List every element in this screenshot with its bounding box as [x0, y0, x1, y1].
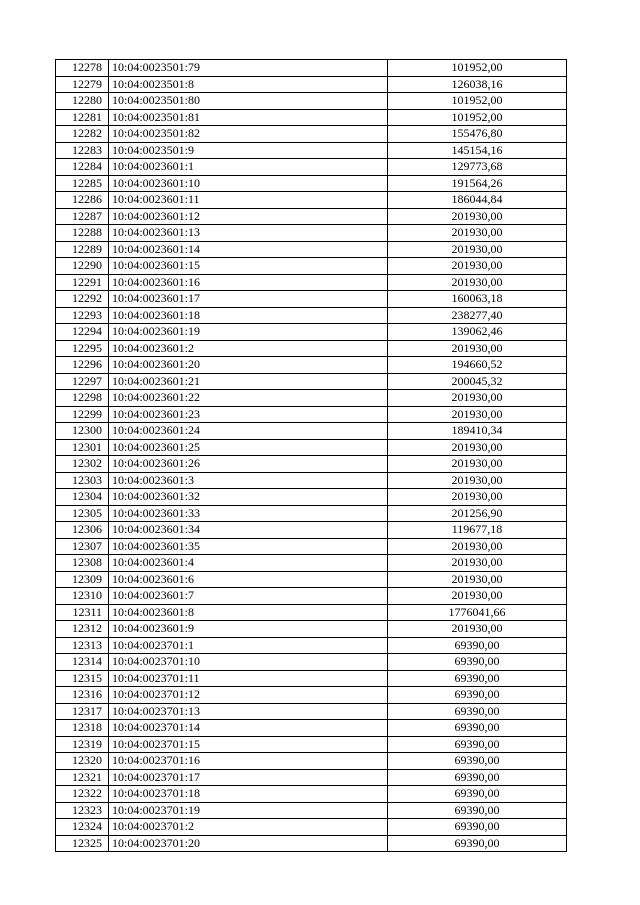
table-row — [56, 670, 567, 687]
table-row — [56, 637, 567, 654]
row-number-cell: 12316 — [56, 687, 109, 704]
table-row — [56, 142, 567, 159]
value-cell: 201930,00 — [388, 439, 567, 456]
table-row — [56, 291, 567, 308]
row-number-cell: 12284 — [56, 159, 109, 176]
value-cell: 101952,00 — [388, 93, 567, 110]
row-number-cell: 12306 — [56, 522, 109, 539]
table-row — [56, 423, 567, 440]
row-number-cell: 12299 — [56, 406, 109, 423]
value-cell: 139062,46 — [388, 324, 567, 341]
table-row — [56, 571, 567, 588]
table-row — [56, 753, 567, 770]
value-cell: 69390,00 — [388, 703, 567, 720]
value-cell: 201930,00 — [388, 621, 567, 638]
value-cell: 101952,00 — [388, 60, 567, 77]
row-number-cell: 12321 — [56, 769, 109, 786]
row-number-cell: 12315 — [56, 670, 109, 687]
cadastral-number-cell: 10:04:0023501:9 — [109, 142, 388, 159]
table-row — [56, 621, 567, 638]
cadastral-number-cell: 10:04:0023601:17 — [109, 291, 388, 308]
row-number-cell: 12282 — [56, 126, 109, 143]
table-row — [56, 126, 567, 143]
value-cell: 69390,00 — [388, 637, 567, 654]
cadastral-number-cell: 10:04:0023701:12 — [109, 687, 388, 704]
table-row — [56, 687, 567, 704]
row-number-cell: 12307 — [56, 538, 109, 555]
cadastral-number-cell: 10:04:0023601:6 — [109, 571, 388, 588]
table-row — [56, 258, 567, 275]
row-number-cell: 12298 — [56, 390, 109, 407]
row-number-cell: 12325 — [56, 835, 109, 852]
row-number-cell: 12314 — [56, 654, 109, 671]
value-cell: 201930,00 — [388, 225, 567, 242]
value-cell: 189410,34 — [388, 423, 567, 440]
row-number-cell: 12302 — [56, 456, 109, 473]
row-number-cell: 12279 — [56, 76, 109, 93]
value-cell: 201930,00 — [388, 274, 567, 291]
row-number-cell: 12322 — [56, 786, 109, 803]
value-cell: 200045,32 — [388, 373, 567, 390]
value-cell: 145154,16 — [388, 142, 567, 159]
table-row — [56, 588, 567, 605]
cadastral-number-cell: 10:04:0023701:18 — [109, 786, 388, 803]
row-number-cell: 12305 — [56, 505, 109, 522]
cadastral-number-cell: 10:04:0023501:81 — [109, 109, 388, 126]
row-number-cell: 12323 — [56, 802, 109, 819]
table-row — [56, 786, 567, 803]
cadastral-number-cell: 10:04:0023601:9 — [109, 621, 388, 638]
value-cell: 69390,00 — [388, 835, 567, 852]
cadastral-number-cell: 10:04:0023701:2 — [109, 819, 388, 836]
value-cell: 69390,00 — [388, 786, 567, 803]
table-row — [56, 274, 567, 291]
table-row — [56, 456, 567, 473]
cadastral-number-cell: 10:04:0023501:79 — [109, 60, 388, 77]
value-cell: 201930,00 — [388, 555, 567, 572]
row-number-cell: 12292 — [56, 291, 109, 308]
value-cell: 201930,00 — [388, 258, 567, 275]
table-row — [56, 769, 567, 786]
cadastral-number-cell: 10:04:0023601:24 — [109, 423, 388, 440]
value-cell: 191564,26 — [388, 175, 567, 192]
value-cell: 69390,00 — [388, 670, 567, 687]
cadastral-number-cell: 10:04:0023601:2 — [109, 340, 388, 357]
row-number-cell: 12294 — [56, 324, 109, 341]
table-row — [56, 736, 567, 753]
row-number-cell: 12301 — [56, 439, 109, 456]
value-cell: 69390,00 — [388, 654, 567, 671]
row-number-cell: 12283 — [56, 142, 109, 159]
cadastral-number-cell: 10:04:0023601:1 — [109, 159, 388, 176]
row-number-cell: 12309 — [56, 571, 109, 588]
table-row — [56, 307, 567, 324]
cadastral-number-cell: 10:04:0023501:80 — [109, 93, 388, 110]
row-number-cell: 12318 — [56, 720, 109, 737]
cadastral-number-cell: 10:04:0023701:1 — [109, 637, 388, 654]
cadastral-number-cell: 10:04:0023601:35 — [109, 538, 388, 555]
row-number-cell: 12311 — [56, 604, 109, 621]
table-row — [56, 505, 567, 522]
value-cell: 201930,00 — [388, 241, 567, 258]
table-row — [56, 819, 567, 836]
table-row — [56, 60, 567, 77]
value-cell: 119677,18 — [388, 522, 567, 539]
table-row — [56, 604, 567, 621]
row-number-cell: 12319 — [56, 736, 109, 753]
row-number-cell: 12295 — [56, 340, 109, 357]
table-row — [56, 472, 567, 489]
table-row — [56, 538, 567, 555]
cadastral-number-cell: 10:04:0023601:34 — [109, 522, 388, 539]
cadastral-number-cell: 10:04:0023501:8 — [109, 76, 388, 93]
table-row — [56, 720, 567, 737]
cadastral-number-cell: 10:04:0023701:11 — [109, 670, 388, 687]
value-cell: 69390,00 — [388, 819, 567, 836]
row-number-cell: 12288 — [56, 225, 109, 242]
row-number-cell: 12304 — [56, 489, 109, 506]
value-cell: 129773,68 — [388, 159, 567, 176]
table-row — [56, 93, 567, 110]
value-cell: 201930,00 — [388, 390, 567, 407]
cadastral-number-cell: 10:04:0023601:3 — [109, 472, 388, 489]
cadastral-number-cell: 10:04:0023601:19 — [109, 324, 388, 341]
cadastral-number-cell: 10:04:0023601:8 — [109, 604, 388, 621]
cadastral-number-cell: 10:04:0023501:82 — [109, 126, 388, 143]
cadastral-number-cell: 10:04:0023701:16 — [109, 753, 388, 770]
table-row — [56, 340, 567, 357]
table-row — [56, 324, 567, 341]
value-cell: 69390,00 — [388, 753, 567, 770]
row-number-cell: 12278 — [56, 60, 109, 77]
value-cell: 201930,00 — [388, 456, 567, 473]
cadastral-number-cell: 10:04:0023701:17 — [109, 769, 388, 786]
value-cell: 201930,00 — [388, 472, 567, 489]
table-row — [56, 703, 567, 720]
table-row — [56, 802, 567, 819]
row-number-cell: 12296 — [56, 357, 109, 374]
value-cell: 69390,00 — [388, 736, 567, 753]
table-row — [56, 489, 567, 506]
row-number-cell: 12313 — [56, 637, 109, 654]
table-row — [56, 406, 567, 423]
cadastral-value-table — [55, 59, 567, 852]
cadastral-number-cell: 10:04:0023601:25 — [109, 439, 388, 456]
table-row — [56, 109, 567, 126]
row-number-cell: 12285 — [56, 175, 109, 192]
cadastral-number-cell: 10:04:0023601:33 — [109, 505, 388, 522]
value-cell: 69390,00 — [388, 802, 567, 819]
row-number-cell: 12290 — [56, 258, 109, 275]
row-number-cell: 12286 — [56, 192, 109, 209]
cadastral-number-cell: 10:04:0023601:7 — [109, 588, 388, 605]
cadastral-number-cell: 10:04:0023601:32 — [109, 489, 388, 506]
value-cell: 201930,00 — [388, 571, 567, 588]
cadastral-number-cell: 10:04:0023601:23 — [109, 406, 388, 423]
cadastral-number-cell: 10:04:0023701:10 — [109, 654, 388, 671]
table-row — [56, 439, 567, 456]
table-row — [56, 208, 567, 225]
value-cell: 69390,00 — [388, 720, 567, 737]
cadastral-number-cell: 10:04:0023601:15 — [109, 258, 388, 275]
cadastral-number-cell: 10:04:0023601:20 — [109, 357, 388, 374]
row-number-cell: 12291 — [56, 274, 109, 291]
value-cell: 201930,00 — [388, 538, 567, 555]
table-row — [56, 654, 567, 671]
table-row — [56, 390, 567, 407]
row-number-cell: 12324 — [56, 819, 109, 836]
row-number-cell: 12310 — [56, 588, 109, 605]
table-body — [56, 60, 567, 852]
value-cell: 1776041,66 — [388, 604, 567, 621]
cadastral-number-cell: 10:04:0023701:14 — [109, 720, 388, 737]
value-cell: 201930,00 — [388, 489, 567, 506]
table-row — [56, 159, 567, 176]
row-number-cell: 12300 — [56, 423, 109, 440]
row-number-cell: 12317 — [56, 703, 109, 720]
value-cell: 201930,00 — [388, 406, 567, 423]
row-number-cell: 12308 — [56, 555, 109, 572]
row-number-cell: 12293 — [56, 307, 109, 324]
value-cell: 201930,00 — [388, 340, 567, 357]
value-cell: 160063,18 — [388, 291, 567, 308]
value-cell: 101952,00 — [388, 109, 567, 126]
row-number-cell: 12303 — [56, 472, 109, 489]
value-cell: 194660,52 — [388, 357, 567, 374]
table-row — [56, 555, 567, 572]
row-number-cell: 12312 — [56, 621, 109, 638]
value-cell: 69390,00 — [388, 687, 567, 704]
cadastral-number-cell: 10:04:0023601:13 — [109, 225, 388, 242]
cadastral-number-cell: 10:04:0023601:18 — [109, 307, 388, 324]
cadastral-number-cell: 10:04:0023601:11 — [109, 192, 388, 209]
row-number-cell: 12287 — [56, 208, 109, 225]
row-number-cell: 12281 — [56, 109, 109, 126]
value-cell: 186044,84 — [388, 192, 567, 209]
row-number-cell: 12289 — [56, 241, 109, 258]
value-cell: 69390,00 — [388, 769, 567, 786]
row-number-cell: 12297 — [56, 373, 109, 390]
table-row — [56, 175, 567, 192]
cadastral-number-cell: 10:04:0023601:4 — [109, 555, 388, 572]
cadastral-number-cell: 10:04:0023601:12 — [109, 208, 388, 225]
cadastral-number-cell: 10:04:0023601:26 — [109, 456, 388, 473]
table-row — [56, 225, 567, 242]
table-row — [56, 373, 567, 390]
cadastral-number-cell: 10:04:0023601:22 — [109, 390, 388, 407]
cadastral-number-cell: 10:04:0023701:13 — [109, 703, 388, 720]
value-cell: 201930,00 — [388, 588, 567, 605]
value-cell: 155476,80 — [388, 126, 567, 143]
cadastral-number-cell: 10:04:0023601:10 — [109, 175, 388, 192]
cadastral-number-cell: 10:04:0023701:19 — [109, 802, 388, 819]
value-cell: 201930,00 — [388, 208, 567, 225]
table-row — [56, 357, 567, 374]
cadastral-number-cell: 10:04:0023701:15 — [109, 736, 388, 753]
table-row — [56, 192, 567, 209]
table-row — [56, 241, 567, 258]
value-cell: 238277,40 — [388, 307, 567, 324]
row-number-cell: 12280 — [56, 93, 109, 110]
table-row — [56, 522, 567, 539]
cadastral-number-cell: 10:04:0023601:21 — [109, 373, 388, 390]
table-row — [56, 835, 567, 852]
row-number-cell: 12320 — [56, 753, 109, 770]
value-cell: 126038,16 — [388, 76, 567, 93]
cadastral-number-cell: 10:04:0023601:16 — [109, 274, 388, 291]
cadastral-number-cell: 10:04:0023701:20 — [109, 835, 388, 852]
cadastral-number-cell: 10:04:0023601:14 — [109, 241, 388, 258]
value-cell: 201256,90 — [388, 505, 567, 522]
table-row — [56, 76, 567, 93]
